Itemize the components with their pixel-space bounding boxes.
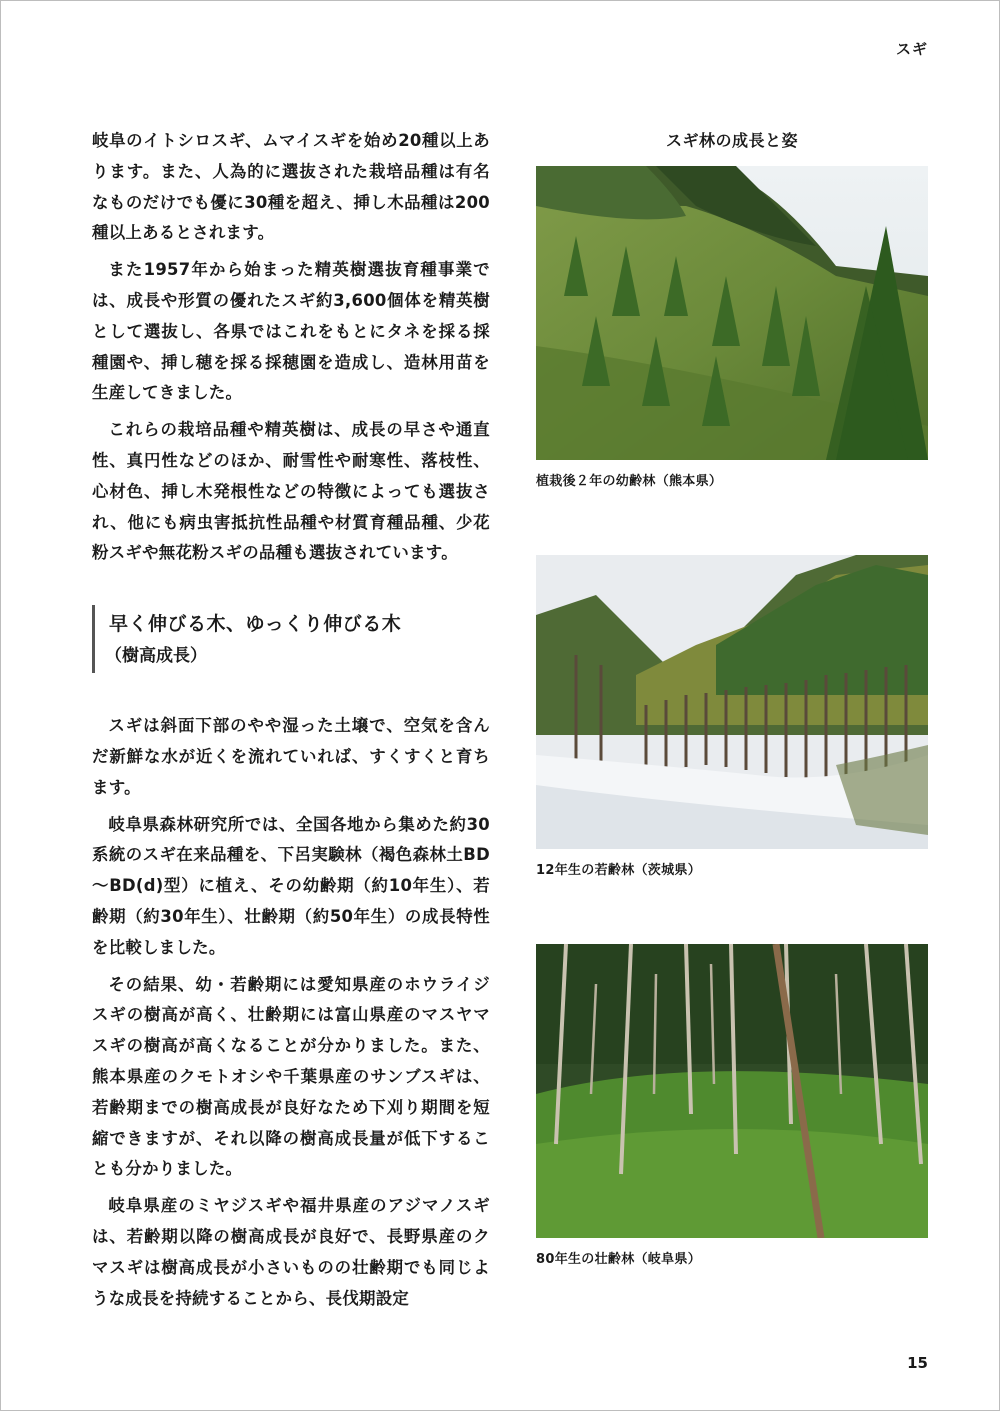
figure-young-forest bbox=[536, 166, 928, 490]
body-paragraph-2: また1957年から始まった精英樹選抜育種事業では、成長や形質の優れたスギ約3,600個体を精英樹として選抜し、各県ではこれをもとにタネを採る採種園や、挿し穂を採る採穂園を造成し、造林用苗を生産してきました。 bbox=[92, 260, 490, 403]
body-paragraph-3: これらの栽培品種や精英樹は、成長の早さや通直性、真円性などのほか、耐雪性や耐寒性、落枝性、心材色、挿し木発根性などの特徴によっても選抜され、他にも病虫害抵抗性品種や材質育種品種、少花粉スギや無花粉スギの品種も選抜されています。 bbox=[92, 420, 490, 563]
body-paragraph-5: 岐阜県森林研究所では、全国各地から集めた約30系統のスギ在来品種を、下呂実験林（褐色森林土BD～BD(d)型）に植え、その幼齢期（約10年生）、若齢期（約30年生）、壮齢期（約50年生）の成長特性を比較しました。 bbox=[92, 814, 490, 957]
figure-caption-3: 80年生の壮齢林（岐阜県） bbox=[536, 1252, 701, 1267]
body-paragraph-6: その結果、幼・若齢期には愛知県産のホウライジスギの樹高が高く、壮齢期には富山県産のマスヤマスギの樹高が高くなることが分かりました。また、熊本県産のクモトオシや千葉県産のサンブスギは、若齢期までの樹高成長が良好なため下刈り期間を短縮できますが、それ以降の樹高成長量が低下することも分かりました。 bbox=[92, 974, 490, 1179]
section-heading bbox=[92, 605, 490, 673]
page-number: 15 bbox=[907, 1354, 928, 1372]
figure-snowy-forest bbox=[536, 555, 928, 879]
section-heading-subtitle: （樹高成長） bbox=[105, 646, 207, 667]
body-text-column bbox=[92, 126, 490, 1320]
photo-mature-forest bbox=[536, 944, 928, 1238]
figure-column-title: スギ林の成長と姿 bbox=[665, 131, 798, 150]
figure-caption-2: 12年生の若齢林（茨城県） bbox=[536, 863, 701, 878]
section-heading-title: 早く伸びる木、ゆっくり伸びる木 bbox=[109, 613, 402, 636]
body-paragraph-7: 岐阜県産のミヤジスギや福井県産のアジマノスギは、若齢期以降の樹高成長が良好で、長野県産のクマスギは樹高成長が小さいものの壮齢期でも同じような成長を持続することから、長伐期設定 bbox=[92, 1196, 490, 1308]
body-paragraph-4: スギは斜面下部のやや湿った土壌で、空気を含んだ新鮮な水が近くを流れていれば、すくすくと育ちます。 bbox=[92, 716, 490, 797]
figure-mature-forest bbox=[536, 944, 928, 1268]
body-paragraph-1: 岐阜のイトシロスギ、ムマイスギを始め20種以上あります。また、人為的に選抜された栽培品種は有名なものだけでも優に30種を超え、挿し木品種は200種以上あるとされます。 bbox=[92, 131, 490, 243]
photo-snowy-forest bbox=[536, 555, 928, 849]
photo-young-forest bbox=[536, 166, 928, 460]
running-head: スギ bbox=[895, 40, 928, 58]
figure-column bbox=[536, 126, 928, 1267]
figure-caption-1: 植栽後２年の幼齢林（熊本県） bbox=[536, 474, 723, 489]
